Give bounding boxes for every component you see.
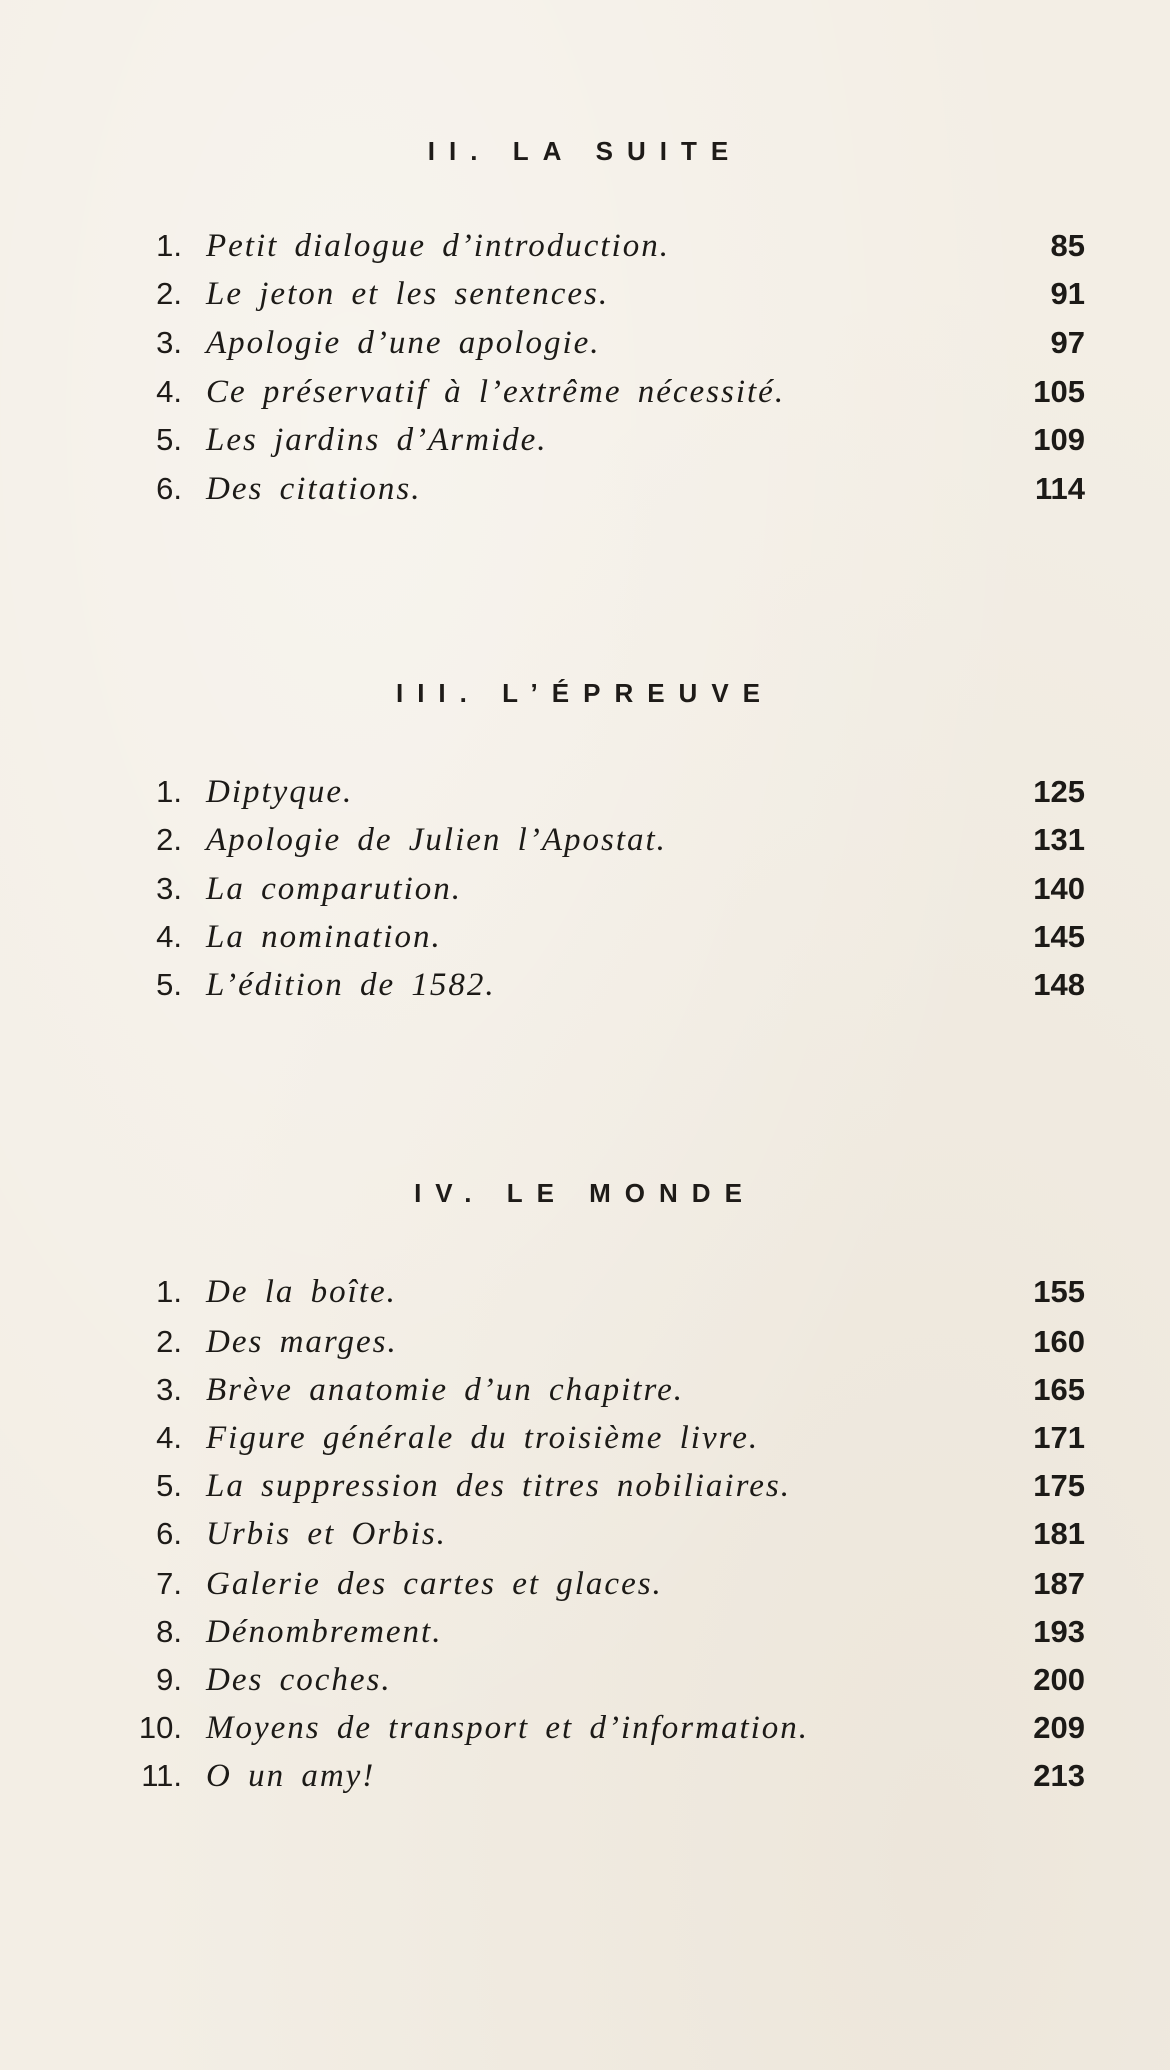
entry-title: Apologie de Julien l’Apostat. [206, 822, 667, 858]
entry-title: Ce préservatif à l’extrême nécessité. [206, 374, 786, 410]
entry-page: 181 [1033, 1516, 1085, 1551]
entry-title: Figure générale du troisième livre. [206, 1420, 760, 1456]
entry-number: 4. [156, 374, 182, 409]
entry-title: Urbis et Orbis. [206, 1516, 447, 1552]
entry-page: 97 [1050, 325, 1085, 360]
entry-page: 213 [1033, 1758, 1085, 1793]
entry-page: 140 [1033, 871, 1085, 906]
toc-entry[interactable] [0, 913, 1170, 961]
toc-entry[interactable] [0, 1560, 1170, 1608]
toc-entry[interactable] [0, 1462, 1170, 1510]
entry-title: La nomination. [206, 919, 442, 955]
toc-entry[interactable] [0, 416, 1170, 464]
entry-number: 6. [156, 1516, 182, 1551]
toc-entry[interactable] [0, 1608, 1170, 1656]
entry-page: 193 [1033, 1614, 1085, 1649]
entry-title: Galerie des cartes et glaces. [206, 1566, 663, 1602]
entry-number: 2. [156, 276, 182, 311]
entry-title: Brève anatomie d’un chapitre. [206, 1372, 684, 1408]
entry-page: 175 [1033, 1468, 1085, 1503]
entry-number: 10. [138, 1710, 182, 1745]
toc-entry[interactable] [0, 865, 1170, 913]
entry-page: 91 [1050, 276, 1085, 311]
entry-number: 8. [156, 1614, 182, 1649]
entry-number: 2. [156, 822, 182, 857]
toc-entry[interactable] [0, 1414, 1170, 1462]
entry-page: 165 [1033, 1372, 1085, 1407]
toc-entry[interactable] [0, 368, 1170, 416]
entry-number: 7. [156, 1566, 182, 1601]
toc-entry[interactable] [0, 1656, 1170, 1704]
toc-entry[interactable] [0, 319, 1170, 367]
entry-number: 5. [156, 422, 182, 457]
toc-entry[interactable] [0, 1318, 1170, 1366]
toc-entry[interactable] [0, 465, 1170, 513]
entry-number: 4. [156, 919, 182, 954]
entry-number: 1. [156, 774, 182, 809]
entry-number: 2. [156, 1324, 182, 1359]
entry-title: Les jardins d’Armide. [206, 422, 548, 458]
entry-number: 3. [156, 871, 182, 906]
entry-page: 109 [1033, 422, 1085, 457]
entry-title: Des coches. [206, 1662, 392, 1698]
toc-entry[interactable] [0, 1752, 1170, 1800]
toc-entry[interactable] [0, 1268, 1170, 1316]
entry-page: 160 [1033, 1324, 1085, 1359]
entry-title: La suppression des titres nobiliaires. [206, 1468, 791, 1504]
entry-title: O un amy! [206, 1758, 376, 1794]
toc-entry[interactable] [0, 1510, 1170, 1558]
entry-number: 4. [156, 1420, 182, 1455]
entry-number: 11. [141, 1758, 182, 1793]
toc-entry[interactable] [0, 1366, 1170, 1414]
entry-number: 3. [156, 1372, 182, 1407]
toc-entry[interactable] [0, 1704, 1170, 1752]
entry-page: 187 [1033, 1566, 1085, 1601]
entry-title: Diptyque. [206, 774, 354, 810]
toc-entry[interactable] [0, 270, 1170, 318]
entry-number: 5. [156, 1468, 182, 1503]
toc-entry[interactable] [0, 222, 1170, 270]
entry-page: 105 [1033, 374, 1085, 409]
entry-page: 131 [1033, 822, 1085, 857]
entry-number: 1. [156, 228, 182, 263]
entry-title: Dénombrement. [206, 1614, 443, 1650]
entry-page: 114 [1034, 471, 1085, 506]
entry-page: 148 [1033, 967, 1085, 1002]
entry-title: De la boîte. [206, 1274, 397, 1310]
entry-number: 6. [156, 471, 182, 506]
entry-title: Apologie d’une apologie. [206, 325, 601, 361]
entry-title: Le jeton et les sentences. [206, 276, 610, 312]
entry-title: Petit dialogue d’introduction. [206, 228, 670, 264]
entry-title: Des marges. [206, 1324, 398, 1360]
entry-page: 200 [1033, 1662, 1085, 1697]
entry-number: 9. [156, 1662, 182, 1697]
entry-number: 5. [156, 967, 182, 1002]
entry-page: 125 [1033, 774, 1085, 809]
entry-page: 171 [1033, 1420, 1085, 1455]
entry-title: Des citations. [206, 471, 422, 507]
entry-number: 3. [156, 325, 182, 360]
toc-entry[interactable] [0, 816, 1170, 864]
entry-page: 85 [1050, 228, 1085, 263]
section-title: IV. LE MONDE [414, 1178, 756, 1208]
entry-title: L’édition de 1582. [206, 967, 496, 1003]
entry-page: 155 [1033, 1274, 1085, 1309]
entry-page: 209 [1033, 1710, 1085, 1745]
section-title: III. L’ÉPREUVE [395, 678, 775, 708]
section-title: II. LA SUITE [427, 136, 743, 166]
toc-entry[interactable] [0, 961, 1170, 1009]
entry-title: Moyens de transport et d’information. [206, 1710, 810, 1746]
entry-page: 145 [1033, 919, 1085, 954]
entry-title: La comparution. [206, 871, 463, 907]
toc-entry[interactable] [0, 768, 1170, 816]
entry-number: 1. [156, 1274, 182, 1309]
